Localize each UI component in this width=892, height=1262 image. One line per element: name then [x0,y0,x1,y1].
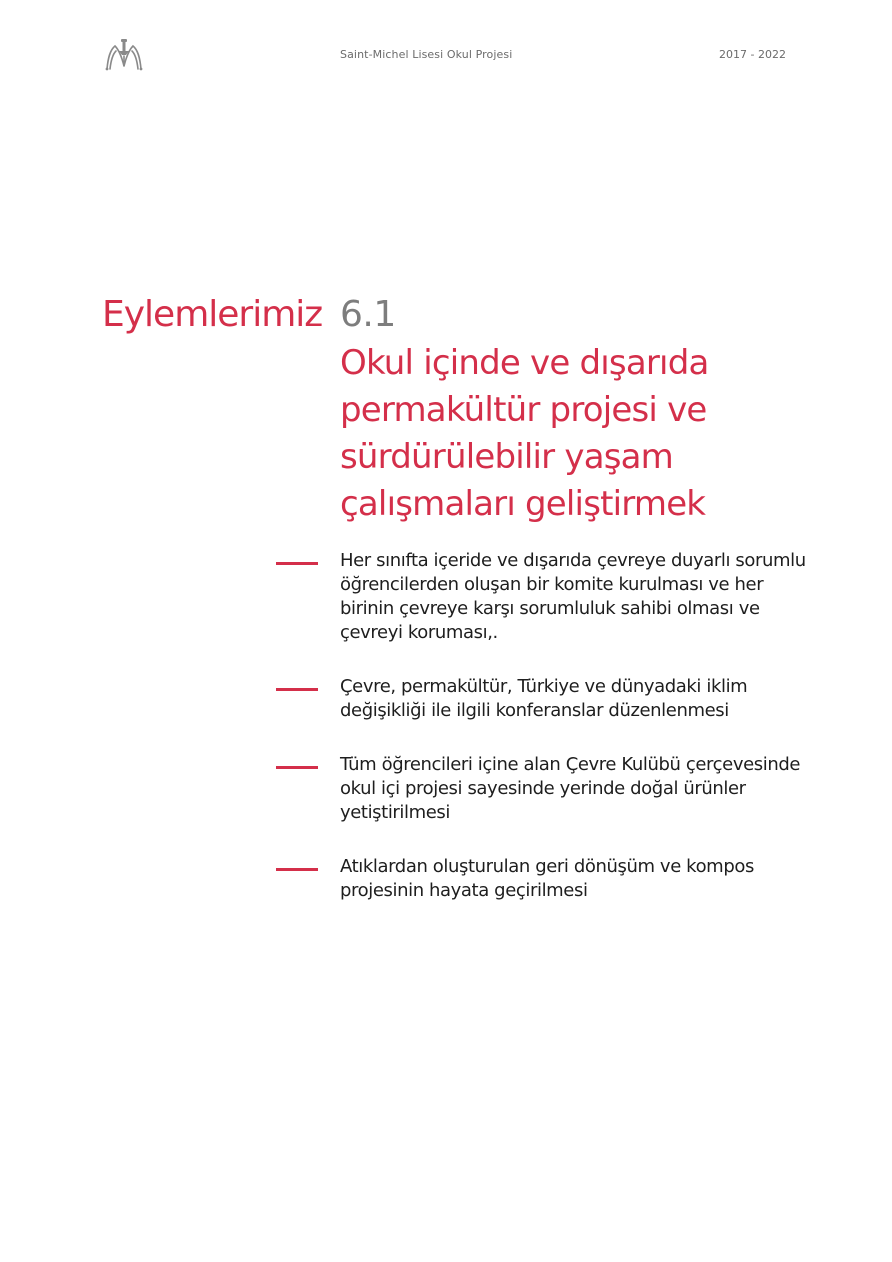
list-item-text: Atıklardan oluşturulan geri dönüşüm ve kompos projesinin hayata geçirilmesi [340,856,754,901]
list-item [276,549,816,645]
section-label: Eylemlerimiz [102,294,323,335]
red-dash-icon [276,868,318,871]
list-item-text: Her sınıfta içeride ve dışarıda çevreye duyarlı sorumlu öğrencilerden oluşan bir komite kurulması ve her birinin çevreye karşı sorumluluk sahibi olması ve çevreyi koruması,. [340,550,806,643]
list-item [276,753,816,825]
header-years: 2017 - 2022 [719,48,786,61]
red-dash-icon [276,766,318,769]
list-item-text: Çevre, permakültür, Türkiye ve dünyadaki iklim değişikliği ile ilgili konferanslar düzenlenmesi [340,676,748,721]
red-dash-icon [276,688,318,691]
action-list [276,549,816,933]
section-heading: Okul içinde ve dışarıda permakültür projesi ve sürdürülebilir yaşam çalışmaları geliştirmek [340,343,709,524]
red-dash-icon [276,562,318,565]
section-number: 6.1 [340,294,396,335]
header-title: Saint-Michel Lisesi Okul Projesi [340,48,513,61]
list-item [276,675,816,723]
list-item [276,855,816,903]
monogram-m-logo-icon [104,36,144,72]
list-item-text: Tüm öğrencileri içine alan Çevre Kulübü çerçevesinde okul içi projesi sayesinde yerinde doğal ürünler yetiştirilmesi [340,754,801,823]
